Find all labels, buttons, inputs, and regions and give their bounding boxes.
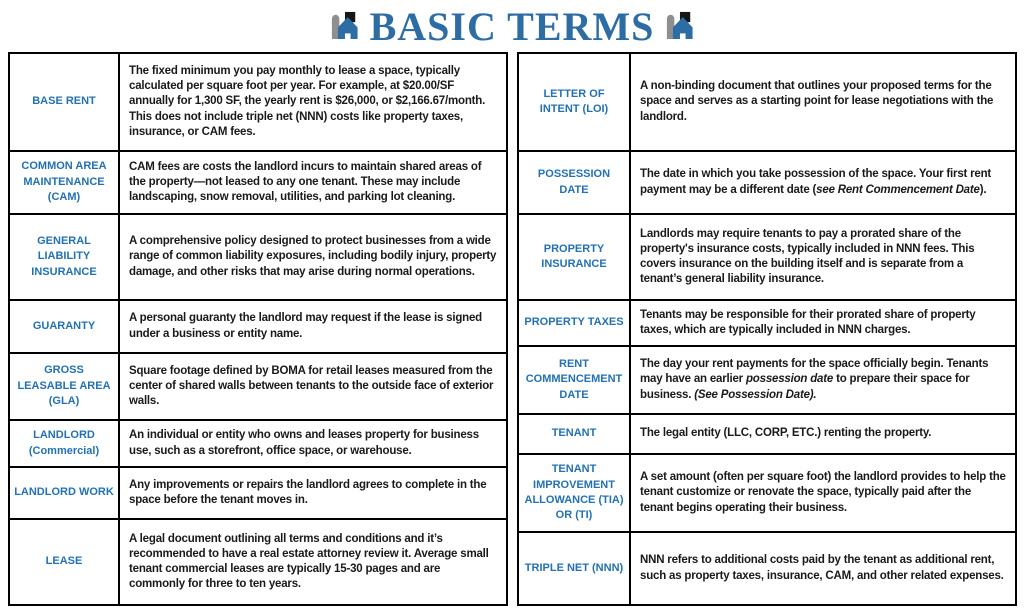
definition-cell-landlord: An individual or entity who owns and leases property for business use, such as a storefront, office space, or warehouse. bbox=[119, 420, 507, 467]
table-row bbox=[518, 151, 1016, 214]
term-cell-lease: LEASE bbox=[9, 519, 119, 605]
definition-cell-triple-net: NNN refers to additional costs paid by the tenant as additional rent, such as property taxes, insurance, CAM, and other related expenses. bbox=[630, 532, 1016, 605]
definition-cell-rent-commencement-date: The day your rent payments for the space officially begin. Tenants may have an earlier possession date to prepare their space for business. (See Possession Date). bbox=[630, 346, 1016, 414]
table-row bbox=[518, 214, 1016, 300]
table-row bbox=[518, 532, 1016, 605]
table-row bbox=[9, 420, 507, 467]
definition-cell-general-liability-insurance: A comprehensive policy designed to protect businesses from a wide range of common liability exposures, including bodily injury, property damage, and other risks that may arise during normal operations. bbox=[119, 214, 507, 300]
table-row bbox=[518, 414, 1016, 454]
house-logo-icon bbox=[664, 11, 695, 44]
definition-cell-possession-date: The date in which you take possession of the space. Your first rent payment may be a different date (see Rent Commencement Date). bbox=[630, 151, 1016, 214]
page-header bbox=[0, 4, 1024, 50]
definition-cell-cam: CAM fees are costs the landlord incurs to maintain shared areas of the property—not leased to any one tenant. These may include landscaping, snow removal, utilities, and parking lot cleaning. bbox=[119, 151, 507, 214]
table-row bbox=[518, 346, 1016, 414]
definition-cell-guaranty: A personal guaranty the landlord may request if the lease is signed under a business or entity name. bbox=[119, 300, 507, 353]
glossary-table-left bbox=[8, 52, 508, 606]
table-row bbox=[9, 151, 507, 214]
term-cell-landlord-work: LANDLORD WORK bbox=[9, 467, 119, 519]
term-cell-gla: GROSS LEASABLE AREA (GLA) bbox=[9, 353, 119, 420]
table-row bbox=[518, 454, 1016, 532]
definition-cell-gla: Square footage defined by BOMA for retail leases measured from the center of shared walls between tenants to the outside face of exterior walls. bbox=[119, 353, 507, 420]
table-row bbox=[9, 214, 507, 300]
term-cell-possession-date: POSSESSION DATE bbox=[518, 151, 630, 214]
definition-cell-loi: A non-binding document that outlines your proposed terms for the space and serves as a starting point for lease negotiations with the landlord. bbox=[630, 53, 1016, 151]
term-cell-loi: LETTER OF INTENT (LOI) bbox=[518, 53, 630, 151]
definition-cell-tia: A set amount (often per square foot) the landlord provides to help the tenant customize or renovate the space, typically paid after the tenant begins operating their business. bbox=[630, 454, 1016, 532]
page-title: BASIC TERMS bbox=[369, 4, 655, 49]
term-cell-tenant: TENANT bbox=[518, 414, 630, 454]
term-cell-base-rent: BASE RENT bbox=[9, 53, 119, 151]
table-row bbox=[9, 300, 507, 353]
term-cell-general-liability-insurance: GENERAL LIABILITY INSURANCE bbox=[9, 214, 119, 300]
definition-cell-landlord-work: Any improvements or repairs the landlord agrees to complete in the space before the tenant moves in. bbox=[119, 467, 507, 519]
term-cell-property-insurance: PROPERTY INSURANCE bbox=[518, 214, 630, 300]
house-logo-icon bbox=[329, 11, 360, 44]
table-row bbox=[518, 53, 1016, 151]
term-cell-guaranty: GUARANTY bbox=[9, 300, 119, 353]
definition-cell-property-taxes: Tenants may be responsible for their prorated share of property taxes, which are typically included in NNN charges. bbox=[630, 300, 1016, 346]
glossary-columns bbox=[0, 50, 1024, 606]
table-row bbox=[9, 53, 507, 151]
glossary-table-right bbox=[517, 52, 1017, 606]
term-cell-tia: TENANT IMPROVEMENT ALLOWANCE (TIA) OR (TI) bbox=[518, 454, 630, 532]
table-row bbox=[518, 300, 1016, 346]
term-cell-rent-commencement-date: RENT COMMENCEMENT DATE bbox=[518, 346, 630, 414]
table-row bbox=[9, 467, 507, 519]
table-row bbox=[9, 353, 507, 420]
definition-cell-lease: A legal document outlining all terms and conditions and it’s recommended to have a real estate attorney review it. Average small tenant commercial leases are typically 15-30 pages and are commonly for three to ten years. bbox=[119, 519, 507, 605]
definition-cell-tenant: The legal entity (LLC, CORP, ETC.) renting the property. bbox=[630, 414, 1016, 454]
term-cell-cam: COMMON AREA MAINTENANCE (CAM) bbox=[9, 151, 119, 214]
definition-cell-base-rent: The fixed minimum you pay monthly to lease a space, typically calculated per square foot per year. For example, at $20.00/SF annually for 1,300 SF, the yearly rent is $26,000, or $2,166.67/month. This does not include triple net (NNN) costs like property taxes, insurance, or CAM fees. bbox=[119, 53, 507, 151]
definition-cell-property-insurance: Landlords may require tenants to pay a prorated share of the property's insurance costs, typically included in NNN fees. This covers insurance on the building itself and is separate from a tenant’s general liability insurance. bbox=[630, 214, 1016, 300]
term-cell-triple-net: TRIPLE NET (NNN) bbox=[518, 532, 630, 605]
term-cell-property-taxes: PROPERTY TAXES bbox=[518, 300, 630, 346]
table-row bbox=[9, 519, 507, 605]
term-cell-landlord: LANDLORD (Commercial) bbox=[9, 420, 119, 467]
